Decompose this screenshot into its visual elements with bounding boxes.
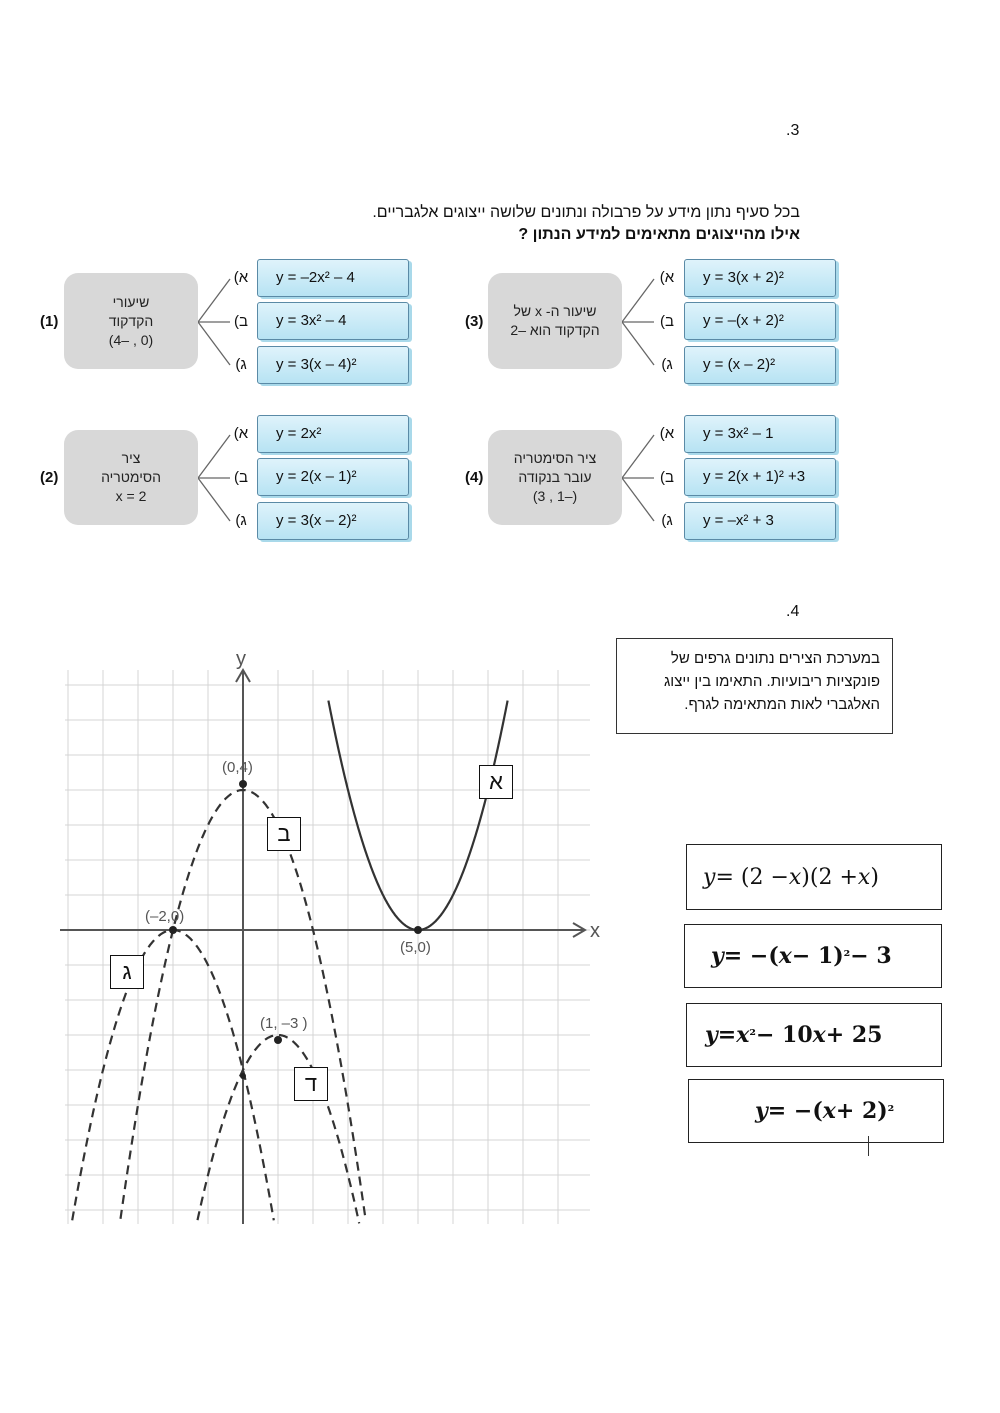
group-2-number: (2) <box>40 469 59 486</box>
group-4-info-line: ציר הסימטריה <box>513 450 597 466</box>
group-2-info-box <box>64 430 198 525</box>
eq-part: − 3 <box>850 943 892 969</box>
group-3-number: (3) <box>465 313 484 330</box>
group-1-number: (1) <box>40 313 59 330</box>
option-expression[interactable]: y = –(x + 2)² <box>684 302 836 340</box>
group-1-info-line: שיעורי <box>112 293 150 310</box>
point-label-0-4: (0,4) <box>222 759 253 776</box>
eq-part: − 10 <box>755 1022 813 1048</box>
eq-var: x <box>812 1022 826 1048</box>
option-letter: ב) <box>660 469 674 486</box>
point-y-intercept <box>240 1073 246 1079</box>
text-cursor <box>868 1136 869 1156</box>
question-4-task-box <box>616 638 893 734</box>
option-expression[interactable]: y = –x² + 3 <box>684 502 836 540</box>
option-letter: ב) <box>234 313 248 330</box>
intro-line-2: אילו מהייצוגים מתאימים למידע הנתון ? <box>518 226 800 243</box>
point-label-1-neg3: (1, –3 ) <box>260 1015 308 1032</box>
task-text: במערכת הצירים נתונים גרפים של פונקציות ריבועיות. התאימו בין ייצוג האלגברי לאות המתאימה לגרף. <box>663 650 880 713</box>
eq-var: x <box>788 864 802 890</box>
point-label-5-0: (5,0) <box>400 939 431 956</box>
option-expression[interactable]: y = 3x² – 1 <box>684 415 836 453</box>
option-letter: א) <box>659 425 675 442</box>
eq-var: x <box>736 1022 750 1048</box>
eq-var: y <box>755 1098 768 1124</box>
point-label-neg2-0: (–2,0) <box>145 908 185 925</box>
curve-label-b[interactable]: ב <box>267 817 301 851</box>
equation-box-4[interactable] <box>688 1079 944 1143</box>
eq-part: = −( <box>767 1098 823 1124</box>
eq-var: x <box>857 864 871 890</box>
option-letter: ג) <box>235 512 247 529</box>
group-4-info-box <box>488 430 622 525</box>
eq-part: = <box>717 1022 737 1048</box>
option-expression[interactable]: y = (x – 2)² <box>684 346 836 384</box>
group-2-info-line: הסימטריה <box>101 469 161 485</box>
eq-part: ) <box>870 864 879 890</box>
point-neg2-0 <box>169 926 177 934</box>
group-1-info-box <box>64 273 198 369</box>
eq-exponent: ² <box>887 1102 895 1120</box>
eq-part: = (2 − <box>715 864 789 890</box>
group-2-info-line: ציר <box>121 450 141 466</box>
graph-grid <box>65 670 590 1224</box>
question-4-number: .4 <box>786 603 800 620</box>
equation-box-1[interactable] <box>686 844 942 910</box>
option-expression[interactable]: y = 2(x – 1)² <box>257 458 409 496</box>
eq-var: y <box>705 1022 718 1048</box>
option-expression[interactable]: y = 2x² <box>257 415 409 453</box>
eq-part: = −( <box>723 943 779 969</box>
eq-var: y <box>703 864 716 890</box>
parabola-graph <box>60 640 600 1230</box>
group-4-info-line: עובר בנקודה <box>518 469 592 485</box>
y-axis-label: y <box>236 648 246 670</box>
group-1-info-line: (0 , –4) <box>108 331 154 348</box>
option-expression[interactable]: y = 3(x + 2)² <box>684 259 836 297</box>
question-3-number: .3 <box>786 122 800 139</box>
option-expression[interactable]: y = 3(x – 4)² <box>257 346 409 384</box>
group-3-info-box <box>488 273 622 369</box>
eq-part: + 25 <box>825 1022 883 1048</box>
eq-var: x <box>822 1098 836 1124</box>
group-2-info-line: x = 2 <box>115 488 147 504</box>
equation-box-2[interactable] <box>684 924 942 988</box>
curve-label-a[interactable]: א <box>479 765 513 799</box>
option-expression[interactable]: y = 2(x + 1)² +3 <box>684 458 836 496</box>
option-letter: ב) <box>234 469 248 486</box>
option-expression[interactable]: y = 3(x – 2)² <box>257 502 409 540</box>
group-3-info-line: הקדקוד הוא –2 <box>510 322 600 338</box>
option-letter: ג) <box>661 512 673 529</box>
curve-label-c[interactable]: ג <box>110 955 144 989</box>
option-letter: א) <box>659 269 675 286</box>
option-expression[interactable]: y = –2x² – 4 <box>257 259 409 297</box>
eq-part: )(2 + <box>801 864 858 890</box>
eq-exponent: ² <box>843 947 851 965</box>
point-0-4 <box>239 780 247 788</box>
equation-box-3[interactable] <box>686 1003 942 1067</box>
point-5-0 <box>414 926 422 934</box>
option-letter: ג) <box>661 356 673 373</box>
eq-var: y <box>711 943 724 969</box>
group-4-info-line: (–1 , 3) <box>532 488 578 504</box>
x-axis-label: x <box>590 920 600 942</box>
group-3-info-line: שיעור ה- x של <box>513 303 597 319</box>
eq-var: x <box>778 943 792 969</box>
eq-exponent: ² <box>749 1026 756 1044</box>
intro-line-1: בכל סעיף נתון מידע על פרבולה ונתונים שלושה ייצוגים אלגבריים. <box>372 204 800 221</box>
option-letter: א) <box>233 269 249 286</box>
eq-part: + 2) <box>835 1098 888 1124</box>
option-letter: א) <box>233 425 249 442</box>
eq-part: − 1) <box>791 943 844 969</box>
curve-label-d[interactable]: ד <box>294 1067 328 1101</box>
option-expression[interactable]: y = 3x² – 4 <box>257 302 409 340</box>
group-1-info-line: הקדקוד <box>108 312 154 329</box>
group-4-number: (4) <box>465 469 484 486</box>
point-1-neg3 <box>274 1036 282 1044</box>
option-letter: ב) <box>660 313 674 330</box>
option-letter: ג) <box>235 356 247 373</box>
